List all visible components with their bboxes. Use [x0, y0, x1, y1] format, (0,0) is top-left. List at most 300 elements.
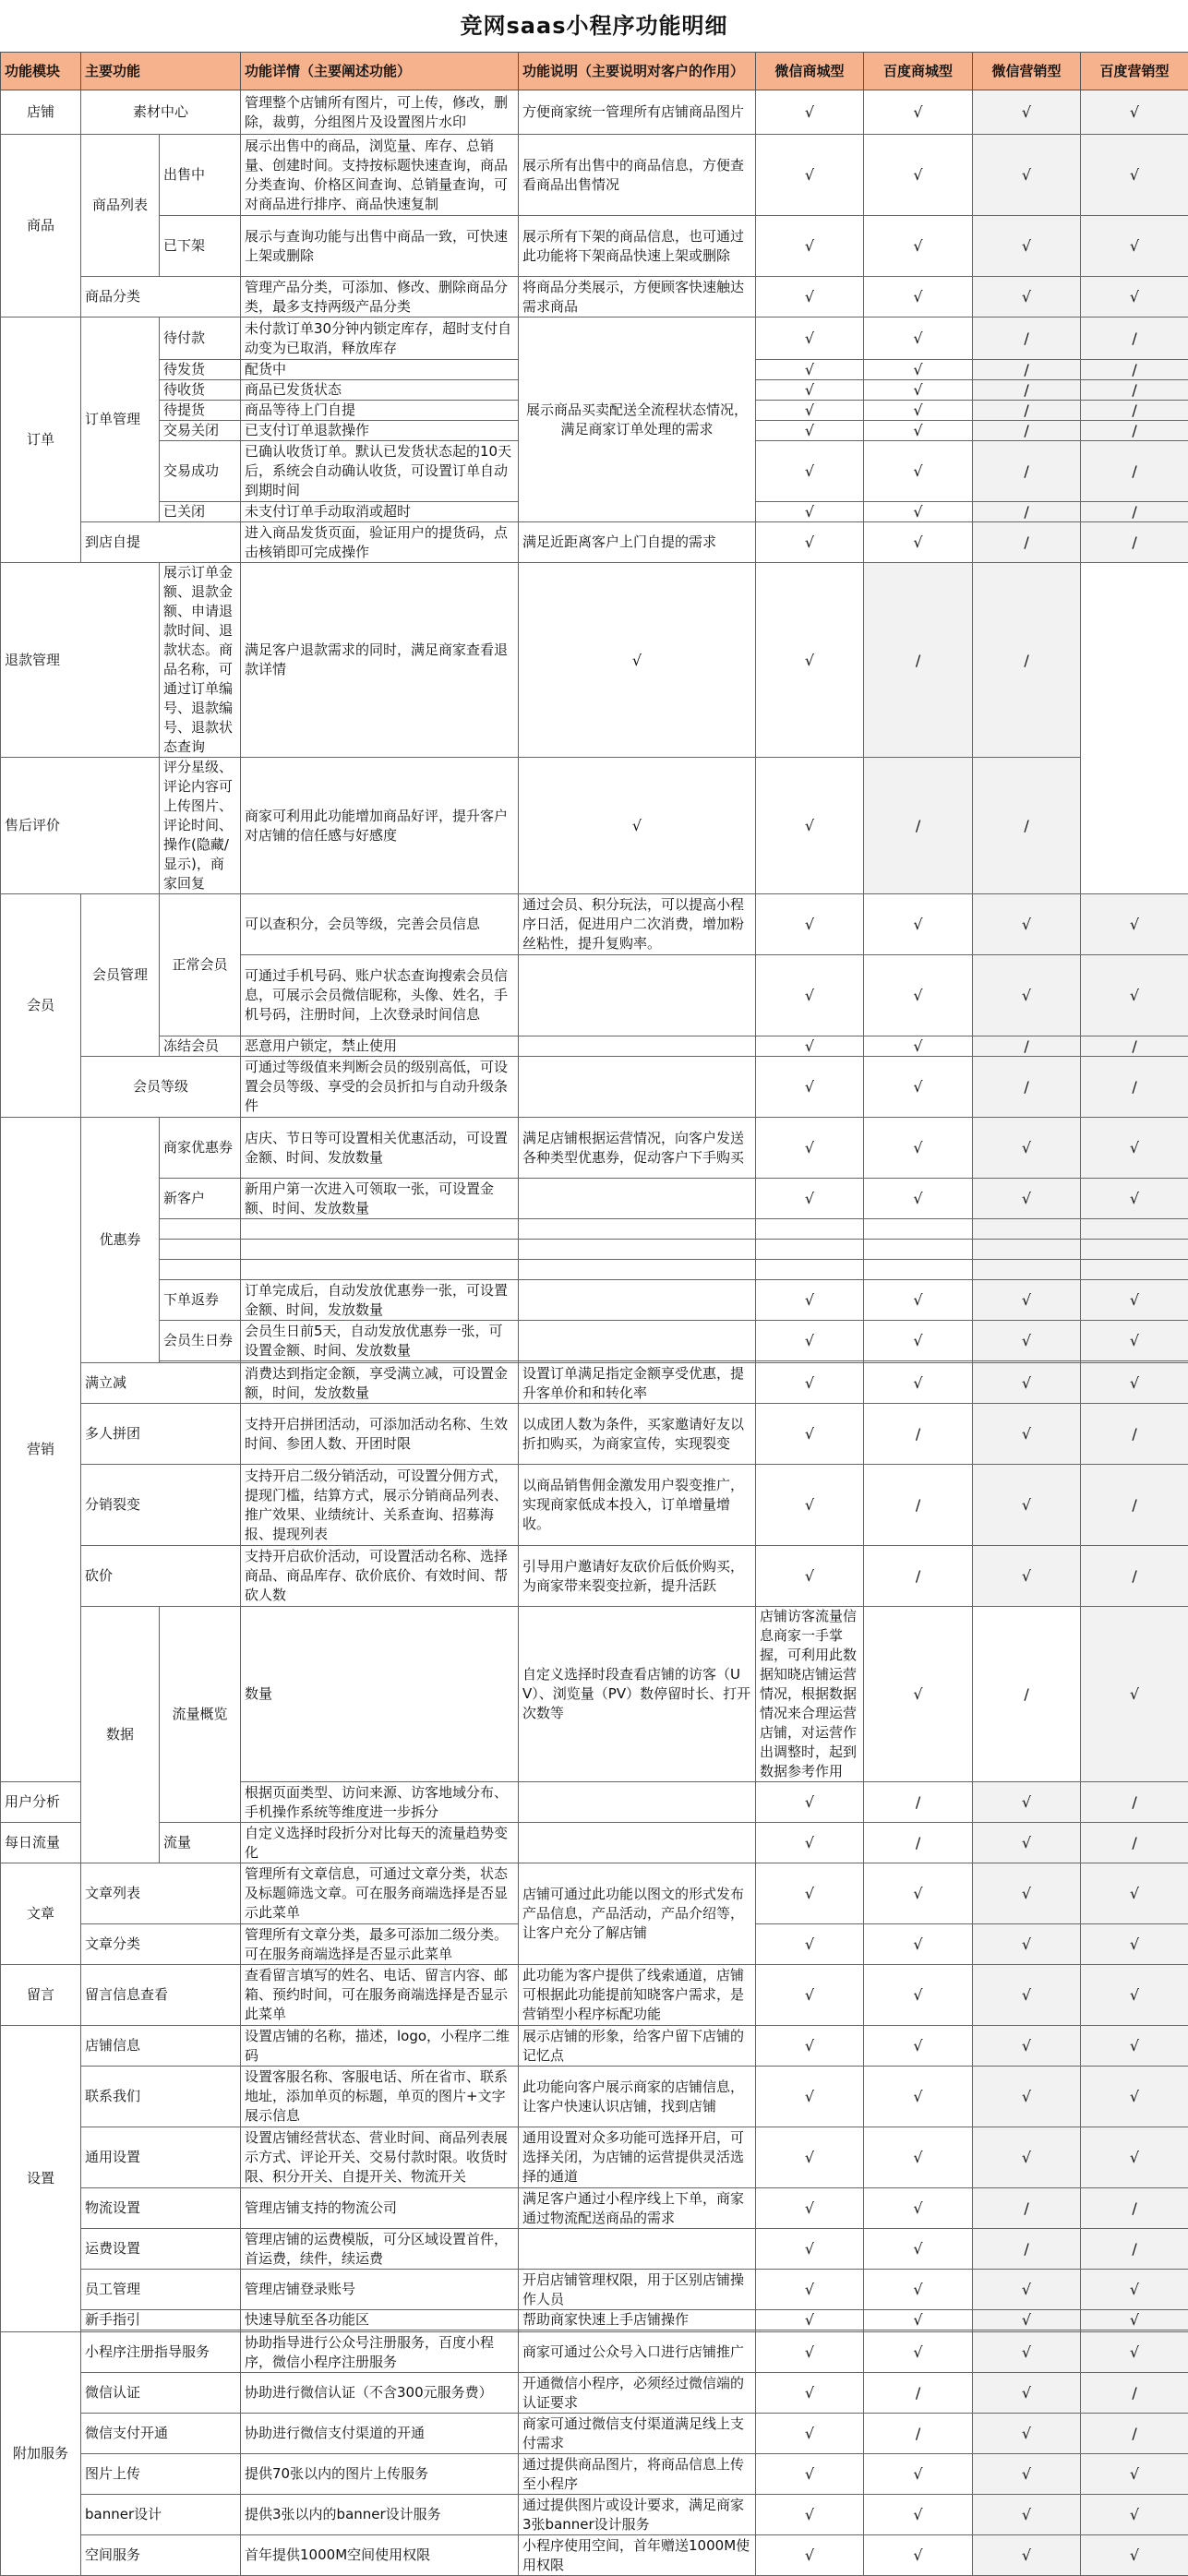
support-mark-cell: √	[864, 401, 973, 421]
support-mark-cell: √	[756, 2026, 864, 2067]
table-cell: 交易成功	[160, 441, 241, 502]
support-mark-cell	[756, 1240, 864, 1260]
table-cell: 待付款	[160, 318, 241, 360]
table-cell: 查看留言填写的姓名、电话、留言内容、邮箱、预约时间，可在服务商端选择是否显示此菜单	[241, 1965, 519, 2026]
support-mark-cell: √	[864, 2270, 973, 2310]
support-mark-cell: √	[864, 522, 973, 563]
support-mark-cell: √	[1081, 2495, 1188, 2535]
table-cell: 新客户	[160, 1179, 241, 1219]
table-cell: 满足客户退款需求的同时，满足商家查看退款详情	[241, 563, 519, 758]
support-mark-cell: /	[864, 2414, 973, 2454]
table-cell: 此功能向客户展示商家的店铺信息，让客户快速认识店铺，找到店铺	[519, 2067, 756, 2127]
table-row	[1, 1823, 1188, 1863]
table-cell: 文章列表	[81, 1863, 241, 1924]
support-mark-cell	[864, 1260, 973, 1280]
support-mark-cell: √	[756, 441, 864, 502]
table-cell: 用户分析	[1, 1782, 81, 1823]
table-cell: 商品列表	[81, 135, 160, 277]
table-cell	[519, 1280, 756, 1321]
support-mark-cell: √	[973, 216, 1081, 277]
table-row	[1, 2310, 1188, 2330]
support-mark-cell: √	[756, 1363, 864, 1404]
table-row	[1, 1607, 1188, 1782]
table-cell: 展示与查询功能与出售中商品一致，可快速上架或删除	[241, 216, 519, 277]
table-cell: 根据页面类型、访问来源、访客地域分布、手机操作系统等维度进一步拆分	[241, 1782, 519, 1823]
table-cell: 店铺信息	[81, 2026, 241, 2067]
support-mark-cell: /	[864, 1782, 973, 1823]
support-mark-cell: /	[973, 1057, 1081, 1118]
support-mark-cell: /	[864, 758, 973, 894]
table-cell: 消费达到指定金额，享受满立减，可设置金额，时间，发放数量	[241, 1363, 519, 1404]
table-cell: 会员生日前5天，自动发放优惠券一张，可设置金额、时间、发放数量	[241, 1321, 519, 1361]
table-row	[1, 2026, 1188, 2067]
table-cell: 数量	[241, 1607, 519, 1782]
table-row	[1, 1240, 1188, 1260]
support-mark-cell: √	[756, 380, 864, 401]
support-mark-cell: √	[864, 2495, 973, 2535]
table-row	[1, 2373, 1188, 2414]
support-mark-cell: /	[1081, 1465, 1188, 1546]
table-cell: 已下架	[160, 216, 241, 277]
table-cell: 可通过等级值来判断会员的级别高低，可设置会员等级、享受的会员折扣与自动升级条件	[241, 1057, 519, 1118]
support-mark-cell	[756, 1260, 864, 1280]
table-cell: 首年提供1000M空间使用权限	[241, 2535, 519, 2576]
table-row	[1, 1465, 1188, 1546]
support-mark-cell: √	[864, 1280, 973, 1321]
table-cell: 商家优惠券	[160, 1118, 241, 1179]
support-mark-cell: √	[864, 360, 973, 380]
table-row	[1, 2535, 1188, 2576]
table-row	[1, 135, 1188, 216]
support-mark-cell: √	[756, 2495, 864, 2535]
table-cell: 交易关闭	[160, 421, 241, 441]
table-cell: 方便商家统一管理所有店铺商品图片	[519, 90, 756, 135]
table-cell: 设置订单满足指定金额享受优惠，提升客单价和和转化率	[519, 1363, 756, 1404]
support-mark-cell: /	[864, 2373, 973, 2414]
support-mark-cell: √	[756, 758, 864, 894]
table-cell	[519, 1823, 756, 1863]
table-cell: 帮助商家快速上手店铺操作	[519, 2310, 756, 2330]
table-cell: 支持开启二级分销活动，可设置分佣方式，提现门槛，结算方式，展示分销商品列表、推广效果、业绩统计、关系查询、招募海报、提现列表	[241, 1465, 519, 1546]
table-cell: 管理整个店铺所有图片，可上传，修改，删除，裁剪，分组图片及设置图片水印	[241, 90, 519, 135]
support-mark-cell: /	[1081, 421, 1188, 441]
table-cell: 会员生日券	[160, 1321, 241, 1361]
support-mark-cell	[1081, 1219, 1188, 1240]
support-mark-cell	[1081, 1240, 1188, 1260]
table-cell: 退款管理	[1, 563, 160, 758]
support-mark-cell: √	[756, 2067, 864, 2127]
support-mark-cell: √	[1081, 135, 1188, 216]
support-mark-cell: √	[864, 2310, 973, 2330]
table-cell: 附加服务	[1, 2332, 81, 2576]
table-cell: 展示订单金额、退款金额、申请退款时间、退款状态。商品名称，可通过订单编号、退款编号、退款状态查询	[160, 563, 241, 758]
support-mark-cell: /	[973, 380, 1081, 401]
support-mark-cell: √	[973, 1465, 1081, 1546]
support-mark-cell: √	[756, 90, 864, 135]
table-cell	[160, 1240, 241, 1260]
header-description: 功能说明（主要说明对客户的作用）	[519, 53, 756, 90]
table-cell: 商品分类	[81, 277, 241, 318]
table-cell: 未支付订单手动取消或超时	[241, 502, 519, 522]
support-mark-cell: /	[864, 1823, 973, 1863]
support-mark-cell: /	[973, 758, 1081, 894]
support-mark-cell: √	[864, 1321, 973, 1361]
support-mark-cell: √	[756, 1036, 864, 1057]
support-mark-cell: √	[756, 1404, 864, 1465]
support-mark-cell: √	[973, 1546, 1081, 1607]
table-cell: 通过提供图片或设计要求，满足商家3张banner设计服务	[519, 2495, 756, 2535]
table-cell: 协助指导进行公众号注册服务，百度小程序，微信小程序注册服务	[241, 2332, 519, 2373]
table-row	[1, 1404, 1188, 1465]
support-mark-cell: √	[864, 135, 973, 216]
support-mark-cell: /	[1081, 2373, 1188, 2414]
table-cell: 支持开启砍价活动，可设置活动名称、选择商品、商品库存、砍价底价、有效时间、帮砍人数	[241, 1546, 519, 1607]
table-cell: 展示出售中的商品，浏览量、库存、总销量、创建时间。支持按标题快速查询，商品分类查询、价格区间查询、总销量查询，可对商品进行排序、商品快速复制	[241, 135, 519, 216]
table-cell: 展示所有下架的商品信息，也可通过此功能将下架商品快速上架或删除	[519, 216, 756, 277]
table-cell: 通用设置对众多功能可选择开启，可选择关闭，为店铺的运营提供灵活选择的通道	[519, 2127, 756, 2188]
header-baidu-mall: 百度商城型	[864, 53, 973, 90]
table-row	[1, 2332, 1188, 2373]
support-mark-cell: /	[1081, 2414, 1188, 2454]
header-details: 功能详情（主要阐述功能）	[241, 53, 519, 90]
table-cell: 流量概览	[160, 1607, 241, 1823]
table-cell: 以成团人数为条件，买家邀请好友以折扣购买，为商家宣传，实现裂变	[519, 1404, 756, 1465]
support-mark-cell: √	[756, 401, 864, 421]
support-mark-cell: √	[1081, 90, 1188, 135]
support-mark-cell: √	[756, 955, 864, 1036]
support-mark-cell: /	[1081, 401, 1188, 421]
support-mark-cell: √	[973, 1823, 1081, 1863]
table-cell: 员工管理	[81, 2270, 241, 2310]
table-cell	[241, 1260, 519, 1280]
table-cell: 管理店铺支持的物流公司	[241, 2188, 519, 2229]
support-mark-cell: √	[864, 1179, 973, 1219]
support-mark-cell: √	[864, 380, 973, 401]
support-mark-cell: √	[756, 216, 864, 277]
table-cell: 评分星级、评论内容可上传图片、评论时间、操作(隐藏/显示)，商家回复	[160, 758, 241, 894]
support-mark-cell: √	[756, 2414, 864, 2454]
table-row	[1, 277, 1188, 318]
table-cell: 设置店铺经营状态、营业时间、商品列表展示方式、评论开关、交易付款时限。收货时限、积分开关、自提开关、物流开关	[241, 2127, 519, 2188]
table-cell: 图片上传	[81, 2454, 241, 2495]
table-cell: 恶意用户锁定，禁止使用	[241, 1036, 519, 1057]
table-row	[1, 2454, 1188, 2495]
support-mark-cell: √	[756, 2535, 864, 2576]
table-cell: 满足店铺根据运营情况，向客户发送各种类型优惠券，促动客户下手购买	[519, 1118, 756, 1179]
support-mark-cell: √	[756, 277, 864, 318]
support-mark-cell: /	[864, 1465, 973, 1546]
support-mark-cell: √	[973, 1118, 1081, 1179]
support-mark-cell: /	[973, 421, 1081, 441]
table-cell: 商家可通过公众号入口进行店铺推广	[519, 2332, 756, 2373]
table-cell: 进入商品发货页面，验证用户的提货码，点击核销即可完成操作	[241, 522, 519, 563]
support-mark-cell: √	[756, 2310, 864, 2330]
table-row	[1, 758, 1188, 894]
table-row	[1, 2127, 1188, 2188]
support-mark-cell: √	[756, 1823, 864, 1863]
support-mark-cell: √	[973, 2310, 1081, 2330]
support-mark-cell: √	[756, 2270, 864, 2310]
table-row	[1, 2188, 1188, 2229]
table-cell: 店铺	[1, 90, 81, 135]
support-mark-cell: √	[864, 90, 973, 135]
header-main-function: 主要功能	[81, 53, 241, 90]
support-mark-cell: √	[756, 1863, 864, 1924]
table-cell: 配货中	[241, 360, 519, 380]
support-mark-cell: /	[973, 563, 1081, 758]
table-cell: 管理产品分类，可添加、修改、删除商品分类，最多支持两级产品分类	[241, 277, 519, 318]
table-cell: 开通微信小程序，必须经过微信端的认证要求	[519, 2373, 756, 2414]
support-mark-cell: √	[864, 2535, 973, 2576]
support-mark-cell: /	[1081, 1057, 1188, 1118]
table-cell: 商品等待上门自提	[241, 401, 519, 421]
table-cell: 商家可通过微信支付渠道满足线上支付需求	[519, 2414, 756, 2454]
support-mark-cell: √	[756, 1179, 864, 1219]
support-mark-cell: √	[1081, 955, 1188, 1036]
support-mark-cell: √	[1081, 1118, 1188, 1179]
support-mark-cell: √	[1081, 2127, 1188, 2188]
table-cell: 流量	[160, 1823, 241, 1863]
table-cell: 展示所有出售中的商品信息，方便查看商品出售情况	[519, 135, 756, 216]
support-mark-cell: √	[756, 1965, 864, 2026]
support-mark-cell: √	[756, 1280, 864, 1321]
support-mark-cell: √	[756, 318, 864, 360]
table-cell: 设置	[1, 2026, 81, 2332]
table-cell: banner设计	[81, 2495, 241, 2535]
support-mark-cell: /	[1081, 441, 1188, 502]
table-cell: 冻结会员	[160, 1036, 241, 1057]
table-cell: 留言信息查看	[81, 1965, 241, 2026]
table-row	[1, 2270, 1188, 2310]
table-cell: 协助进行微信支付渠道的开通	[241, 2414, 519, 2454]
table-cell: 每日流量	[1, 1823, 81, 1863]
support-mark-cell: √	[864, 1363, 973, 1404]
table-cell: 提供70张以内的图片上传服务	[241, 2454, 519, 2495]
support-mark-cell: √	[973, 955, 1081, 1036]
support-mark-cell: √	[973, 2414, 1081, 2454]
support-mark-cell: √	[864, 1924, 973, 1965]
table-cell	[519, 1179, 756, 1219]
support-mark-cell: √	[864, 2067, 973, 2127]
table-cell: 物流设置	[81, 2188, 241, 2229]
table-cell: 文章分类	[81, 1924, 241, 1965]
support-mark-cell: √	[973, 2332, 1081, 2373]
support-mark-cell: √	[864, 277, 973, 318]
table-cell: 管理店铺的运费模版，可分区域设置首件，首运费，续件，续运费	[241, 2229, 519, 2270]
table-cell: 通过提供商品图片，将商品信息上传至小程序	[519, 2454, 756, 2495]
table-cell: 运费设置	[81, 2229, 241, 2270]
table-cell: 展示商品买卖配送全流程状态情况，满足商家订单处理的需求	[519, 318, 756, 522]
table-cell: 营销	[1, 1118, 81, 1782]
support-mark-cell: √	[973, 2270, 1081, 2310]
support-mark-cell: /	[973, 522, 1081, 563]
table-cell: 优惠券	[81, 1118, 160, 1363]
support-mark-cell: /	[973, 318, 1081, 360]
table-cell: 正常会员	[160, 894, 241, 1036]
table-cell: 设置店铺的名称，描述，logo，小程序二维码	[241, 2026, 519, 2067]
table-cell	[519, 955, 756, 1036]
support-mark-cell	[756, 1219, 864, 1240]
support-mark-cell: √	[973, 90, 1081, 135]
table-row	[1, 522, 1188, 563]
support-mark-cell: √	[864, 502, 973, 522]
table-cell	[241, 1219, 519, 1240]
table-row	[1, 2414, 1188, 2454]
header-baidu-marketing: 百度营销型	[1081, 53, 1188, 90]
table-cell: 以商品销售佣金激发用户裂变推广，实现商家低成本投入，订单增量增收。	[519, 1465, 756, 1546]
support-mark-cell: √	[756, 894, 864, 955]
table-cell: 微信认证	[81, 2373, 241, 2414]
support-mark-cell: √	[1081, 1321, 1188, 1361]
table-cell: 已关闭	[160, 502, 241, 522]
support-mark-cell: √	[864, 318, 973, 360]
support-mark-cell: √	[864, 1036, 973, 1057]
table-row	[1, 1179, 1188, 1219]
table-cell: 砍价	[81, 1546, 241, 1607]
support-mark-cell: /	[973, 2188, 1081, 2229]
support-mark-cell: √	[756, 1546, 864, 1607]
table-cell	[519, 1321, 756, 1361]
table-cell: 通过会员、积分玩法，可以提高小程序日活，促进用户二次消费，增加粉丝粘性，提升复购率。	[519, 894, 756, 955]
table-cell: 可以查积分，会员等级，完善会员信息	[241, 894, 519, 955]
table-row	[1, 2495, 1188, 2535]
table-cell: 小程序注册指导服务	[81, 2332, 241, 2373]
table-cell: 多人拼团	[81, 1404, 241, 1465]
table-cell: 自定义选择时段折分对比每天的流量趋势变化	[241, 1823, 519, 1863]
support-mark-cell: √	[1081, 1965, 1188, 2026]
support-mark-cell: √	[973, 2535, 1081, 2576]
table-row	[1, 1057, 1188, 1118]
table-cell: 会员等级	[81, 1057, 241, 1118]
support-mark-cell: /	[973, 360, 1081, 380]
table-cell: 协助进行微信认证（不含300元服务费）	[241, 2373, 519, 2414]
support-mark-cell: /	[864, 1404, 973, 1465]
support-mark-cell: √	[1081, 894, 1188, 955]
support-mark-cell: √	[864, 894, 973, 955]
table-cell	[160, 1260, 241, 1280]
support-mark-cell: √	[973, 1179, 1081, 1219]
table-row	[1, 216, 1188, 277]
table-cell: 下单返券	[160, 1280, 241, 1321]
table-cell: 商品已发货状态	[241, 380, 519, 401]
support-mark-cell: √	[864, 421, 973, 441]
table-cell: 订单完成后，自动发放优惠券一张，可设置金额、时间，发放数量	[241, 1280, 519, 1321]
support-mark-cell: /	[1081, 1823, 1188, 1863]
support-mark-cell: √	[864, 2229, 973, 2270]
table-cell: 未付款订单30分钟内锁定库存，超时支付自动变为已取消，释放库存	[241, 318, 519, 360]
support-mark-cell: √	[973, 2373, 1081, 2414]
support-mark-cell: √	[1081, 1179, 1188, 1219]
table-cell: 满足客户通过小程序线上下单，商家通过物流配送商品的需求	[519, 2188, 756, 2229]
support-mark-cell: /	[973, 401, 1081, 421]
table-cell: 设置客服名称、客服电话、所在省市、联系地址，添加单页的标题，单页的图片+文字展示信息	[241, 2067, 519, 2127]
table-cell: 联系我们	[81, 2067, 241, 2127]
support-mark-cell: √	[973, 2067, 1081, 2127]
support-mark-cell: √	[756, 563, 864, 758]
table-cell: 店铺访客流量信息商家一手掌握，可利用此数据知晓店铺运营情况，根据数据情况来合理运营店铺，对运营作出调整时，起到数据参考作用	[756, 1607, 864, 1782]
support-mark-cell: /	[973, 1036, 1081, 1057]
table-cell	[519, 1036, 756, 1057]
table-cell	[160, 1219, 241, 1240]
table-cell: 数据	[81, 1607, 160, 1863]
table-cell: 小程序使用空间，首年赠送1000M使用权限	[519, 2535, 756, 2576]
support-mark-cell: √	[756, 2454, 864, 2495]
table-row	[1, 1321, 1188, 1361]
table-cell: 管理所有文章信息，可通过文章分类，状态及标题筛选文章。可在服务商端选择是否显示此菜单	[241, 1863, 519, 1924]
support-mark-cell: /	[1081, 2188, 1188, 2229]
table-cell: 提供3张以内的banner设计服务	[241, 2495, 519, 2535]
table-cell: 会员管理	[81, 894, 160, 1057]
support-mark-cell: √	[973, 1863, 1081, 1924]
table-row	[1, 1363, 1188, 1404]
support-mark-cell: /	[1081, 1546, 1188, 1607]
support-mark-cell: √	[519, 758, 756, 894]
header-wechat-marketing: 微信营销型	[973, 53, 1081, 90]
table-cell: 已确认收货订单。默认已发货状态起的10天后，系统会自动确认收货，可设置订单自动到期时间	[241, 441, 519, 502]
table-row	[1, 1280, 1188, 1321]
support-mark-cell: √	[1081, 1924, 1188, 1965]
support-mark-cell: √	[973, 894, 1081, 955]
support-mark-cell: /	[1081, 1404, 1188, 1465]
table-cell: 售后评价	[1, 758, 160, 894]
support-mark-cell: /	[864, 1546, 973, 1607]
support-mark-cell: √	[1081, 277, 1188, 318]
support-mark-cell: √	[973, 2026, 1081, 2067]
table-body	[1, 90, 1188, 2576]
table-cell: 满足近距离客户上门自提的需求	[519, 522, 756, 563]
header-wechat-mall: 微信商城型	[756, 53, 864, 90]
support-mark-cell: √	[864, 1118, 973, 1179]
support-mark-cell: √	[1081, 1607, 1188, 1782]
table-cell: 引导用户邀请好友砍价后低价购买，为商家带来裂变拉新，提升活跃	[519, 1546, 756, 1607]
support-mark-cell: √	[756, 1321, 864, 1361]
support-mark-cell: √	[756, 135, 864, 216]
table-row	[1, 1965, 1188, 2026]
support-mark-cell: √	[864, 1607, 973, 1782]
table-cell	[241, 1240, 519, 1260]
support-mark-cell: √	[864, 2026, 973, 2067]
support-mark-cell	[864, 1219, 973, 1240]
support-mark-cell	[973, 1219, 1081, 1240]
table-cell: 商家可利用此功能增加商品好评，提升客户对店铺的信任感与好感度	[241, 758, 519, 894]
table-cell: 管理店铺登录账号	[241, 2270, 519, 2310]
support-mark-cell: /	[1081, 318, 1188, 360]
support-mark-cell: √	[864, 441, 973, 502]
table-cell	[519, 1219, 756, 1240]
table-cell	[519, 1240, 756, 1260]
support-mark-cell: √	[1081, 2026, 1188, 2067]
table-row	[1, 1036, 1188, 1057]
table-cell: 会员	[1, 894, 81, 1118]
support-mark-cell: /	[1081, 1782, 1188, 1823]
support-mark-cell: √	[864, 1863, 973, 1924]
support-mark-cell: /	[1081, 1036, 1188, 1057]
support-mark-cell: /	[1081, 360, 1188, 380]
table-cell: 满立减	[81, 1363, 241, 1404]
table-cell: 到店自提	[81, 522, 241, 563]
table-row	[1, 1546, 1188, 1607]
table-cell: 留言	[1, 1965, 81, 2026]
table-row	[1, 1260, 1188, 1280]
support-mark-cell: √	[756, 1118, 864, 1179]
table-cell: 分销裂变	[81, 1465, 241, 1546]
support-mark-cell	[1081, 1260, 1188, 1280]
support-mark-cell: √	[1081, 1363, 1188, 1404]
support-mark-cell: √	[756, 2332, 864, 2373]
support-mark-cell: √	[973, 1782, 1081, 1823]
table-row	[1, 1118, 1188, 1179]
table-cell: 出售中	[160, 135, 241, 216]
